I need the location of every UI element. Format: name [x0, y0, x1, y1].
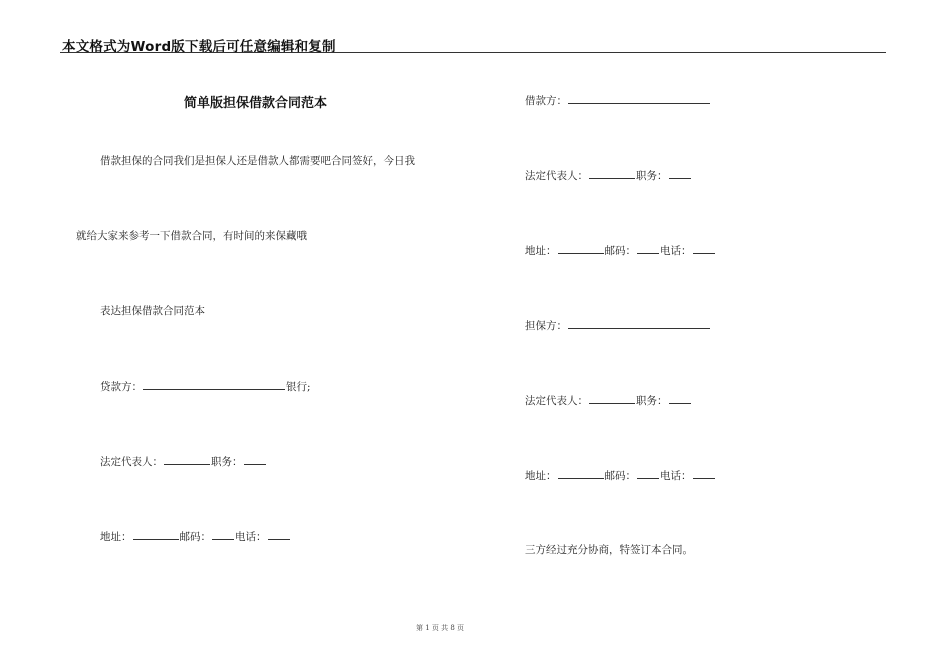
legal-rep-label: 法定代表人： [525, 395, 588, 407]
document-title: 简单版担保借款合同范本 [184, 96, 328, 111]
borrower-address-line [525, 243, 716, 258]
position-blank [244, 454, 266, 465]
lender-blank [143, 379, 285, 390]
position-blank [669, 393, 691, 404]
address-blank [133, 529, 179, 540]
guarantor-blank [568, 318, 710, 329]
address-blank [558, 243, 604, 254]
legal-rep-blank [589, 393, 635, 404]
address-label: 地址： [525, 245, 557, 257]
postcode-label: 邮码： [604, 245, 636, 257]
intro-line-1: 借款担保的合同我们是担保人还是借款人都需要吧合同签好，今日我 [100, 155, 415, 167]
lender-suffix: 银行; [286, 381, 311, 393]
postcode-blank [212, 529, 234, 540]
page-number: 第 1 页 共 8 页 [415, 624, 465, 632]
guarantor-line [525, 318, 711, 333]
lender-label: 贷款方： [100, 381, 142, 393]
closing-statement: 三方经过充分协商，特签订本合同。 [525, 544, 693, 556]
contract-subtitle: 表达担保借款合同范本 [100, 305, 205, 317]
phone-label: 电话： [660, 470, 692, 482]
position-label: 职务： [211, 456, 243, 468]
lender-address-line [100, 529, 291, 544]
borrower-legal-rep-line [525, 168, 692, 183]
address-blank [558, 468, 604, 479]
phone-blank [693, 243, 715, 254]
position-label: 职务： [636, 395, 668, 407]
legal-rep-label: 法定代表人： [525, 170, 588, 182]
lender-line [100, 379, 311, 394]
position-blank [669, 168, 691, 179]
legal-rep-blank [589, 168, 635, 179]
borrower-line [525, 93, 711, 108]
header-divider [60, 52, 886, 53]
legal-rep-blank [164, 454, 210, 465]
postcode-label: 邮码： [604, 470, 636, 482]
document-banner: 本文格式为Word版下载后可任意编辑和复制 [62, 39, 336, 55]
phone-blank [268, 529, 290, 540]
address-label: 地址： [100, 531, 132, 543]
position-label: 职务： [636, 170, 668, 182]
phone-label: 电话： [660, 245, 692, 257]
legal-rep-label: 法定代表人： [100, 456, 163, 468]
postcode-label: 邮码： [179, 531, 211, 543]
intro-line-2: 就给大家来参考一下借款合同，有时间的来保藏哦 [76, 230, 307, 242]
postcode-blank [637, 243, 659, 254]
guarantor-address-line [525, 468, 716, 483]
lender-legal-rep-line [100, 454, 267, 469]
borrower-label: 借款方： [525, 95, 567, 107]
phone-label: 电话： [235, 531, 267, 543]
phone-blank [693, 468, 715, 479]
postcode-blank [637, 468, 659, 479]
guarantor-label: 担保方： [525, 320, 567, 332]
borrower-blank [568, 93, 710, 104]
guarantor-legal-rep-line [525, 393, 692, 408]
address-label: 地址： [525, 470, 557, 482]
